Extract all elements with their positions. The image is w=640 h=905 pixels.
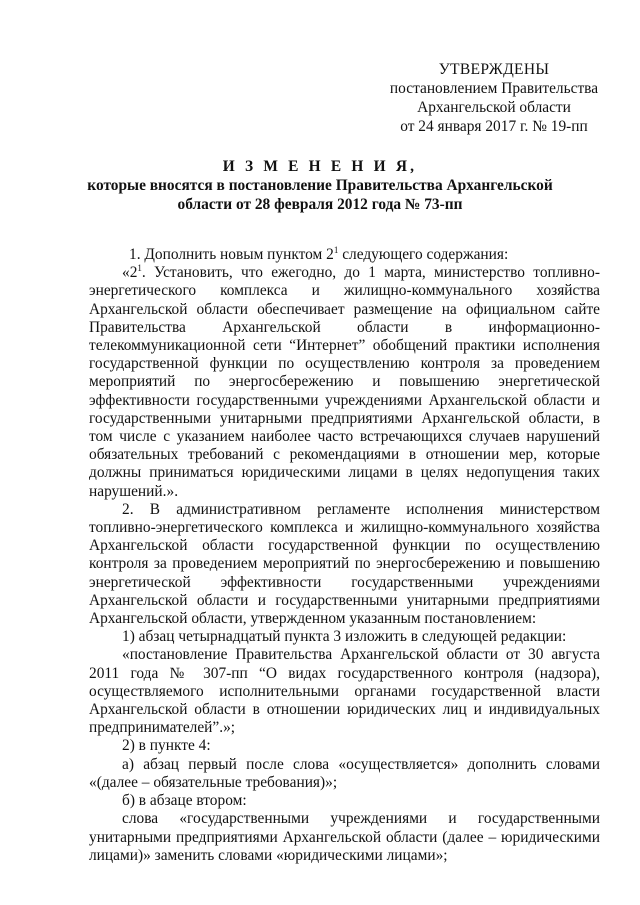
sub-item-2a: а) абзац первый после слова «осуществляется» дополнить словами «(далее – обязательные требования)»;: [89, 755, 600, 791]
title-line: которые вносятся в постановление Правительства Архангельской: [87, 177, 553, 194]
sub-item-2b-text: слова «государственными учреждениями и государственными унитарными предприятиями Архангельской области (далее – юридическими лицами)» заменить словами «юридическими лицами»;: [89, 810, 600, 864]
item-1-text: следующего содержания:: [338, 246, 509, 263]
item-1-text: 1. Дополнить новым пунктом 2: [129, 246, 334, 263]
item-2: 2. В административном регламенте исполнения министерством топливно-энергетического комплекса и жилищно-коммунального хозяйства Архангельской области государственной функции по осуществлению контроля за проведением мероприятий по энергосбережению и повышению энергетической эффективности государственными учреждениями Архангельской области и государственными унитарными предприятиями Архангельской области, утвержденном указанным постановлением:: [89, 500, 600, 628]
approval-heading: УТВЕРЖДЕНЫ: [438, 61, 550, 78]
approval-line: Архангельской области: [417, 99, 571, 116]
sub-item-1: 1) абзац четырнадцатый пункта 3 изложить в следующей редакции:: [122, 628, 567, 646]
sub-item-2: 2) в пункте 4:: [122, 737, 211, 755]
quote-paragraph: [89, 264, 600, 501]
document-title: [60, 157, 580, 214]
title-line: области от 28 февраля 2012 года № 73-пп: [177, 196, 463, 213]
title-word: И З М Е Н Е Н И Я,: [222, 158, 418, 175]
quote-paragraph: «постановление Правительства Архангельской области от 30 августа 2011 года № 307-пп “О видах государственного контроля (надзора), осуществляемого исполнительными органами государственной власти Архангельской области в отношении юридических лиц и индивидуальных предпринимателей”.»;: [89, 646, 600, 737]
approval-stamp: [380, 60, 608, 136]
superscript: 1: [333, 244, 339, 255]
superscript: 1: [137, 263, 142, 274]
item-1: [89, 246, 600, 264]
sub-item-2b: б) в абзаце втором:: [122, 792, 247, 810]
quote-text: . Установить, что ежегодно, до 1 марта, министерство топливно-энергетического комплекса и жилищно-коммунального хозяйства Архангельской области обеспечивает размещение на официальном сайте Правительства Архангельской области в информационно-телекоммуникационной сети “Интернет” обобщений практики исполнения государственной функции по осуществлению контроля за проведением мероприятий по энергосбережению и повышению энергетической эффективности государственными учреждениями Архангельской области и государственными унитарными предприятиями Архангельской области, в том числе с указанием наиболее часто встречающихся случаев нарушений обязательных требований с рекомендациями в отношении мер, которые должны приниматься юридическими лицами в целях недопущения таких нарушений.».: [89, 264, 600, 500]
approval-line: от 24 января 2017 г. № 19-пп: [400, 118, 588, 135]
quote-text: «2: [122, 264, 138, 282]
document-body: [89, 246, 600, 865]
approval-line: постановлением Правительства: [389, 80, 599, 97]
